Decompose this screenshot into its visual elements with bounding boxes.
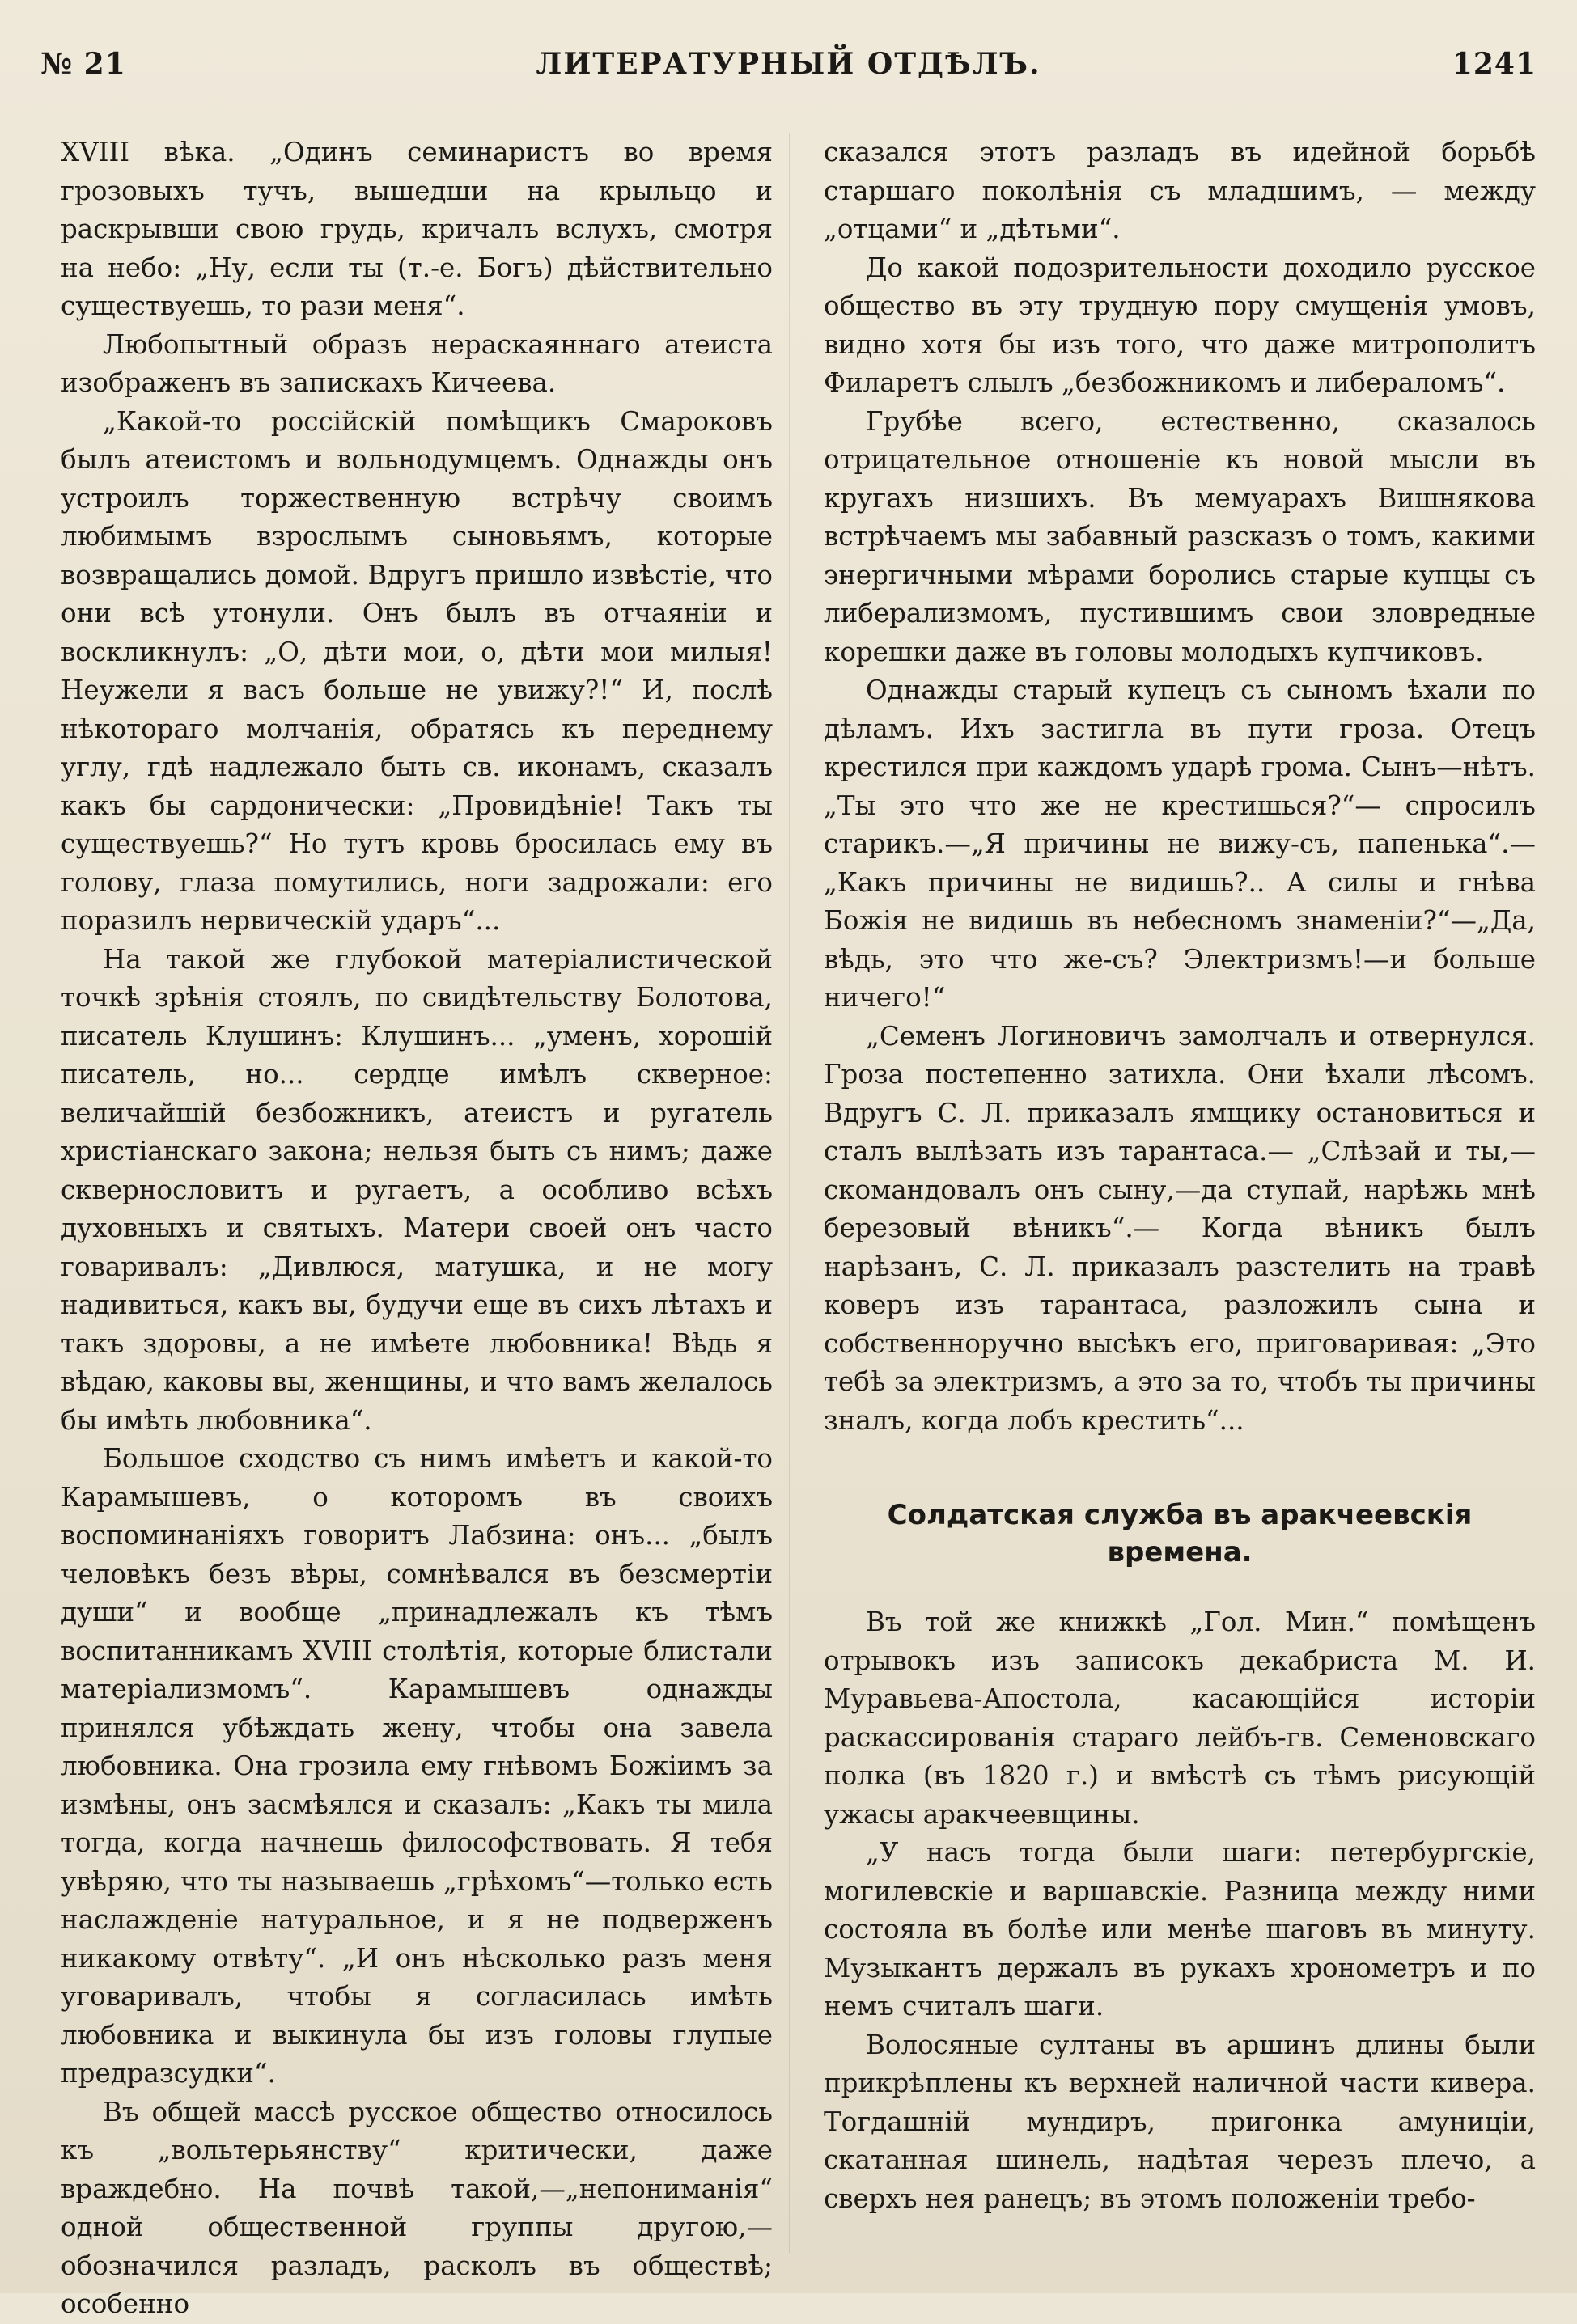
paragraph: XVIII вѣка. „Одинъ семинаристъ во время грозовыхъ тучъ, вышедши на крыльцо и раскрывши свою грудь, кричалъ вслухъ, смотря на небо: „Ну, если ты (т.-е. Богъ) дѣйствительно существуешь, то рази меня“. xyxy=(61,137,773,321)
page-header xyxy=(40,47,1537,104)
paragraph: На такой же глубокой матеріалистической точкѣ зрѣнія стоялъ, по свидѣтельству Болотова, писатель Клушинъ: Клушинъ... „уменъ, хорошій писатель, но... сердце имѣлъ скверное: величайшій безбожникъ, атеистъ и ругатель христіанскаго закона; нельзя быть съ нимъ; даже сквернословитъ и ругаетъ, а особливо всѣхъ духовныхъ и святыхъ. Матери своей онъ часто говаривалъ: „Дивлюся, матушка, и не могу надивиться, какъ вы, будучи еще въ сихъ лѣтахъ и такъ здоровы, а не имѣете любовника! Вѣдь я вѣдаю, каковы вы, женщины, и что вамъ желалось бы имѣть любовника“. xyxy=(61,943,773,1436)
paragraph: Волосяные султаны въ аршинъ длины были прикрѣплены къ верхней наличной части кивера. Тогдашній мундиръ, пригонка амуниціи, скатанная шинель, надѣтая черезъ плечо, а сверхъ нея ранецъ; въ этомъ положеніи требо- xyxy=(824,2029,1536,2214)
paragraph: До какой подозрительности доходило русское общество въ эту трудную пору смущенія умовъ, видно хотя бы изъ того, что даже митрополитъ Филаретъ слылъ „безбожникомъ и либераломъ“. xyxy=(824,252,1536,398)
paragraph: Въ общей массѣ русское общество относилось къ „вольтерьянству“ критически, даже враждебно. На почвѣ такой,—„непониманія“ одной общественной группы другою,—обозначился разладъ, расколъ въ обществѣ; особенно xyxy=(61,2096,773,2319)
paragraph: „У насъ тогда были шаги: петербургскіе, могилевскіе и варшавскіе. Разница между ними состояла въ болѣе или менѣе шаговъ въ минуту. Музыкантъ держалъ въ рукахъ хронометръ и по немъ считалъ шаги. xyxy=(824,1837,1536,2021)
column-divider xyxy=(789,133,790,2253)
article-title: Солдатская служба въ аракчеевскія времена. xyxy=(887,1499,1473,1568)
right-column xyxy=(824,133,1536,2269)
section-heading: ЛИТЕРАТУРНЫЙ ОТДѢЛЪ. xyxy=(536,47,1041,81)
page-number: 1241 xyxy=(1452,47,1537,81)
paragraph: сказался этотъ разладъ въ идейной борьбѣ старшаго поколѣнія съ младшимъ, — между „отцами“ и „дѣтьми“. xyxy=(824,137,1536,244)
paragraph: Любопытный образъ нераскаяннаго атеиста изображенъ въ запискахъ Кичеева. xyxy=(61,328,773,398)
left-column xyxy=(61,133,773,2319)
paragraph: Въ той же книжкѣ „Гол. Мин.“ помѣщенъ отрывокъ изъ записокъ декабриста М. И. Муравьева-Апостола, касающійся исторіи раскассированія стараго лейбъ-гв. Семеновскаго полка (въ 1820 г.) и вмѣстѣ съ тѣмъ рисующій ужасы аракчеевщины. xyxy=(824,1606,1536,1830)
paragraph: „Какой-то россійскій помѣщикъ Смароковъ былъ атеистомъ и вольнодумцемъ. Однажды онъ устроилъ торжественную встрѣчу своимъ любимымъ взрослымъ сыновьямъ, которые возвращались домой. Вдругъ пришло извѣстіе, что они всѣ утонули. Онъ былъ въ отчаяніи и воскликнулъ: „О, дѣти мои, о, дѣти мои милыя! Неужели я васъ больше не увижу?!“ И, послѣ нѣкотораго молчанія, обратясь къ переднему углу, гдѣ надлежало быть св. иконамъ, сказалъ какъ бы сардонически: „Провидѣніе! Такъ ты существуешь?“ Но тутъ кровь бросилась ему въ голову, глаза помутились, ноги задрожали: его поразилъ нервическій ударъ“... xyxy=(61,405,773,936)
paragraph: Грубѣе всего, естественно, сказалось отрицательное отношеніе къ новой мысли въ кругахъ низшихъ. Въ мемуарахъ Вишнякова встрѣчаемъ мы забавный разсказъ о томъ, какими энергичными мѣрами боролись старые купцы съ либерализмомъ, пустившимъ свои зловредные корешки даже въ головы молодыхъ купчиковъ. xyxy=(824,405,1536,667)
issue-number: № 21 xyxy=(40,47,126,81)
paragraph: Однажды старый купецъ съ сыномъ ѣхали по дѣламъ. Ихъ застигла въ пути гроза. Отецъ крестился при каждомъ ударѣ грома. Сынъ—нѣтъ. „Ты это что же не крестишься?“— спросилъ старикъ.—„Я причины не вижу-съ, папенька“.—„Какъ причины не видишь?.. А силы и гнѣва Божія не видишь въ небесномъ знаменіи?“—„Да, вѣдь, это что же-съ? Электризмъ!—и больше ничего!“ xyxy=(824,675,1536,1013)
paragraph: Большое сходство съ нимъ имѣетъ и какой-то Карамышевъ, о которомъ въ своихъ воспоминаніяхъ говоритъ Лабзина: онъ... „былъ человѣкъ безъ вѣры, сомнѣвался въ безсмертіи души“ и вообще „принадлежалъ къ тѣмъ воспитанникамъ XVIII столѣтія, которые блистали матеріализмомъ“. Карамышевъ однажды принялся убѣждать жену, чтобы она завела любовника. Она грозила ему гнѣвомъ Божіимъ за измѣны, онъ засмѣялся и сказалъ: „Какъ ты мила тогда, когда начнешь философствовать. Я тебя увѣряю, что ты называешь „грѣхомъ“—только есть наслажденіе натуральное, и я не подверженъ никакому отвѣту“. „И онъ нѣсколько разъ меня уговаривалъ, чтобы я согласилась имѣть любовника и выкинула бы изъ головы глупые предразсудки“. xyxy=(61,1443,773,2089)
paragraph: „Семенъ Логиновичъ замолчалъ и отвернулся. Гроза постепенно затихла. Они ѣхали лѣсомъ. Вдругъ С. Л. приказалъ ямщику остановиться и сталъ вылѣзать изъ тарантаса.— „Слѣзай и ты,—скомандовалъ онъ сыну,—да ступай, нарѣжь мнѣ березовый вѣникъ“.— Когда вѣникъ былъ нарѣзанъ, С. Л. приказалъ разстелить на травѣ коверъ изъ тарантаса, разложилъ сына и собственноручно высѣкъ его, приговаривая: „Это тебѣ за электризмъ, а это за то, чтобъ ты причины зналъ, когда лобъ крестить“... xyxy=(824,1020,1536,1436)
